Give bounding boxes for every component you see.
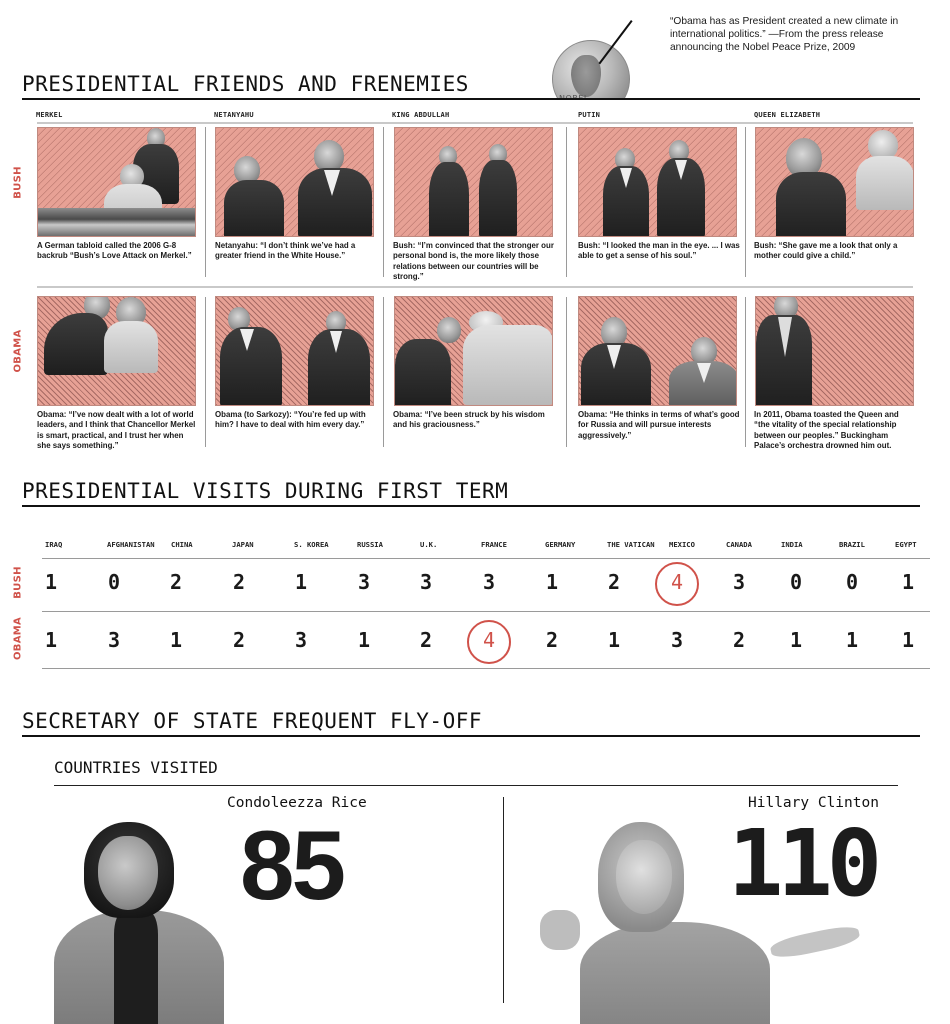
visits-column-header: JAPAN — [232, 540, 254, 549]
visits-column-header: CHINA — [171, 540, 193, 549]
caption-obama-queen-elizabeth: In 2011, Obama toasted the Queen and “the vitality of the special relationship between our peoples.” Buckingham Palace’s orchestra drowned him out. — [754, 410, 899, 451]
visit-count-cell: 2 — [232, 628, 246, 652]
caption-obama-netanyahu: Obama (to Sarkozy): “You’re fed up with him? I have to deal with him every day.” — [215, 410, 366, 430]
friends-section-title: PRESIDENTIAL FRIENDS AND FRENEMIES — [22, 72, 920, 100]
subtitle-rule — [54, 785, 898, 786]
caption-bush-king-abdullah: Bush: “I’m convinced that the stronger our personal bond is, the more likely those relations between our countries will be strong.” — [393, 241, 554, 282]
visit-count-cell: 1 — [607, 628, 621, 652]
visit-count-cell: 1 — [901, 628, 915, 652]
column-header-queen-elizabeth: QUEEN ELIZABETH — [754, 111, 821, 119]
visit-count-cell: 2 — [545, 628, 559, 652]
column-separator — [383, 297, 384, 447]
countries-visited-subtitle: COUNTRIES VISITED — [54, 758, 218, 777]
clinton-portrait — [540, 822, 860, 1024]
visits-column-header: IRAQ — [45, 540, 63, 549]
visit-count-cell: 2 — [419, 628, 433, 652]
visits-column-header: GERMANY — [545, 540, 576, 549]
row-label-bush: BUSH — [12, 166, 24, 199]
visit-count-cell: 3 — [670, 628, 684, 652]
visit-count-cell: 1 — [545, 570, 559, 594]
visit-count-cell: 1 — [789, 628, 803, 652]
rice-name: Condoleezza Rice — [227, 795, 367, 811]
visit-count-cell: 1 — [44, 570, 58, 594]
rice-count: 85 — [240, 810, 344, 920]
visits-section-title: PRESIDENTIAL VISITS DURING FIRST TERM — [22, 479, 920, 507]
visit-count-cell: 1 — [294, 570, 308, 594]
column-separator — [205, 127, 206, 277]
rice-portrait — [54, 822, 224, 1024]
visits-column-header: MEXICO — [669, 540, 695, 549]
photo-obama-queen-elizabeth — [755, 296, 914, 406]
visit-count-cell: 1 — [44, 628, 58, 652]
nobel-quote: “Obama has as President created a new climate in international politics.” —From the press release announcing the Nobel Peace Prize, 2009 — [670, 16, 899, 53]
visit-count-cell: 3 — [107, 628, 121, 652]
visits-column-header: CANADA — [726, 540, 752, 549]
photo-bush-netanyahu — [215, 127, 374, 237]
row-label-obama: OBAMA — [12, 329, 24, 373]
visit-count-cell: 2 — [607, 570, 621, 594]
caption-bush-putin: Bush: “I looked the man in the eye. ... I was able to get a sense of his soul.” — [578, 241, 740, 261]
visit-count-cell: 3 — [732, 570, 746, 594]
visit-count-cell: 1 — [357, 628, 371, 652]
visits-rule-bottom — [42, 668, 930, 669]
visit-count-cell: 1 — [169, 628, 183, 652]
caption-bush-netanyahu: Netanyahu: “I don’t think we’ve had a greater friend in the White House.” — [215, 241, 356, 261]
visits-row-label-bush: BUSH — [12, 566, 24, 599]
column-separator — [745, 127, 746, 277]
column-header-king-abdullah: KING ABDULLAH — [392, 111, 450, 119]
visit-count-cell: 3 — [482, 570, 496, 594]
column-separator — [566, 127, 567, 277]
column-header-putin: PUTIN — [578, 111, 601, 119]
visit-count-cell: 4 — [670, 570, 684, 594]
column-separator — [383, 127, 384, 277]
clinton-name: Hillary Clinton — [748, 795, 879, 811]
visit-count-cell: 3 — [294, 628, 308, 652]
visits-column-header: U.K. — [420, 540, 438, 549]
visits-column-header: BRAZIL — [839, 540, 865, 549]
visit-count-cell: 3 — [419, 570, 433, 594]
visits-column-header: EGYPT — [895, 540, 917, 549]
photo-obama-putin — [578, 296, 737, 406]
visit-count-cell: 2 — [169, 570, 183, 594]
visits-column-header: AFGHANISTAN — [107, 540, 155, 549]
visits-column-header: INDIA — [781, 540, 803, 549]
visit-count-cell: 3 — [357, 570, 371, 594]
visit-count-cell: 2 — [232, 570, 246, 594]
visit-count-cell: 4 — [482, 628, 496, 652]
column-separator — [566, 297, 567, 447]
visit-count-cell: 0 — [845, 570, 859, 594]
clinton-count: 110 — [728, 810, 877, 917]
photo-bush-merkel — [37, 127, 196, 237]
visit-count-cell: 0 — [789, 570, 803, 594]
visit-count-cell: 1 — [845, 628, 859, 652]
photo-obama-merkel — [37, 296, 196, 406]
column-header-netanyahu: NETANYAHU — [214, 111, 254, 119]
photo-bush-king-abdullah — [394, 127, 553, 237]
visits-rule-middle — [42, 611, 930, 612]
caption-obama-putin: Obama: “He thinks in terms of what’s good for Russia and will pursue interests aggressively.” — [578, 410, 740, 440]
visit-count-cell: 0 — [107, 570, 121, 594]
visit-count-cell: 1 — [901, 570, 915, 594]
caption-bush-queen-elizabeth: Bush: “She gave me a look that only a mother could give a child.” — [754, 241, 898, 261]
caption-obama-merkel: Obama: “I’ve now dealt with a lot of world leaders, and I think that Chancellor Merkel is smart, practical, and I trust her when she says something.” — [37, 410, 196, 451]
photo-bush-queen-elizabeth — [755, 127, 914, 237]
visits-column-header: S. KOREA — [294, 540, 329, 549]
visits-column-header: THE VATICAN — [607, 540, 655, 549]
photo-bush-putin — [578, 127, 737, 237]
secretary-section-title: SECRETARY OF STATE FREQUENT FLY-OFF — [22, 709, 920, 737]
column-header-merkel: MERKEL — [36, 111, 63, 119]
visits-column-header: RUSSIA — [357, 540, 383, 549]
header-rule — [37, 122, 913, 124]
row-divider-rule — [37, 286, 913, 288]
visits-column-header: FRANCE — [481, 540, 507, 549]
column-separator — [745, 297, 746, 447]
photo-obama-king-abdullah — [394, 296, 553, 406]
column-separator — [205, 297, 206, 447]
visits-rule-top — [42, 558, 930, 559]
caption-bush-merkel: A German tabloid called the 2006 G-8 backrub “Bush’s Love Attack on Merkel.” — [37, 241, 192, 261]
visit-count-cell: 2 — [732, 628, 746, 652]
caption-obama-king-abdullah: Obama: “I’ve been struck by his wisdom and his graciousness.” — [393, 410, 545, 430]
secretary-divider — [503, 797, 504, 1003]
visits-row-label-obama: OBAMA — [12, 616, 24, 661]
photo-obama-netanyahu — [215, 296, 374, 406]
